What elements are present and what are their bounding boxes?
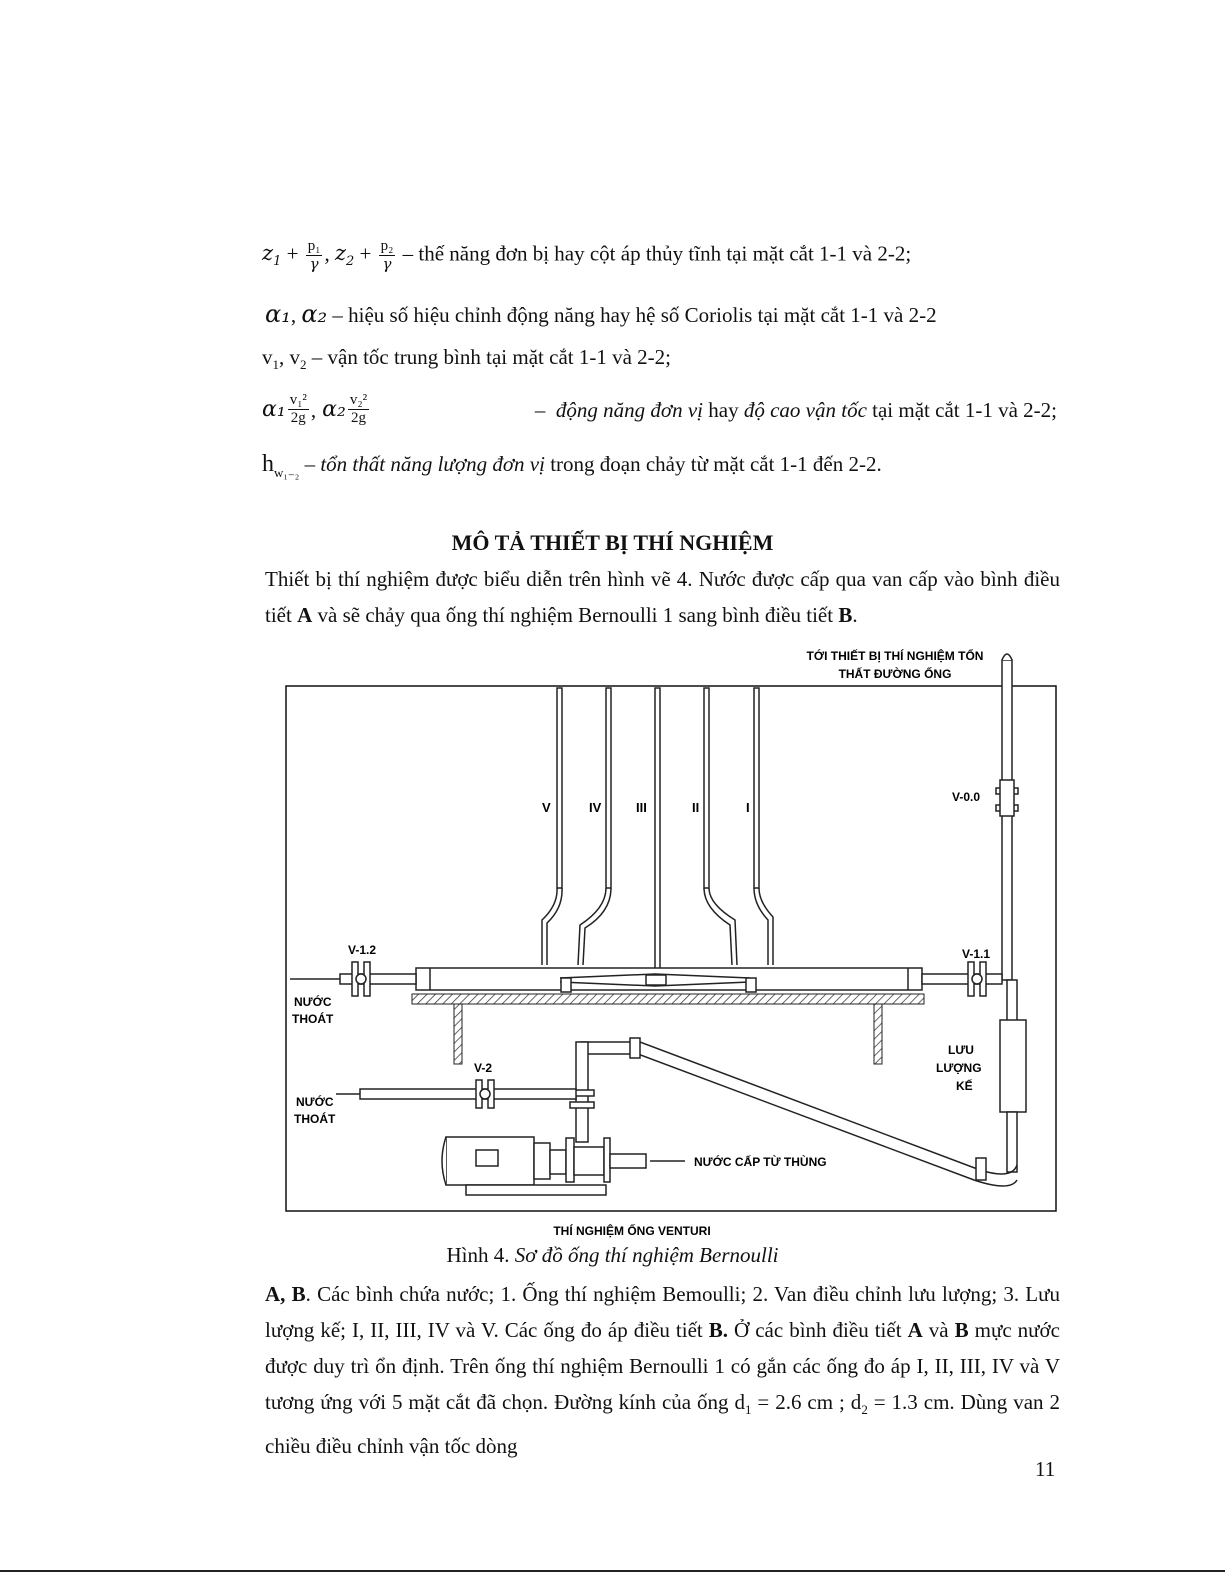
flowmeter-label-a: LƯU bbox=[948, 1043, 974, 1057]
head-loss-symbol: $h_{w_{1-2}}$ bbox=[262, 451, 300, 480]
valve-v00-label: V-0.0 bbox=[952, 790, 981, 804]
section-heading: MÔ TẢ THIẾT BỊ THÍ NGHIỆM bbox=[451, 530, 774, 555]
support-table bbox=[412, 994, 924, 1004]
supply-label: NƯỚC CẤP TỪ THÙNG bbox=[694, 1155, 827, 1169]
tube-label-I: I bbox=[746, 800, 750, 815]
drain-1-label-a: NƯỚC bbox=[294, 995, 332, 1009]
velocity-head-term: độ cao vận tốc bbox=[743, 397, 867, 422]
top-label-line-1: TỚI THIẾT BỊ THÍ NGHIỆM TỔN bbox=[806, 649, 984, 663]
top-label-line-2: THẤT ĐƯỜNG ỐNG bbox=[838, 667, 952, 681]
alpha1-symbol: α₁ bbox=[265, 300, 291, 328]
table-leg-left bbox=[454, 1004, 462, 1064]
valve-v12-label: V-1.2 bbox=[348, 943, 377, 957]
intro-paragraph: Thiết bị thí nghiệm được biểu diễn trên hình vẽ 4. Nước được cấp qua van cấp vào bình điều tiết A và sẽ chảy qua ống thí nghiệm Bernoulli 1 sang bình điều tiết B. bbox=[265, 567, 1060, 627]
piezometer-tubes bbox=[542, 688, 773, 978]
valve-v12 bbox=[352, 962, 370, 996]
flowmeter-label-c: KẾ bbox=[956, 1079, 973, 1093]
tube-label-II: II bbox=[692, 800, 700, 815]
definition-line-1-text: thế năng đơn bị hay cột áp thủy tĩnh tại mặt cắt 1-1 và 2-2; bbox=[418, 241, 912, 266]
definition-line-5: $h_{w_{1-2}}$ – tổn thất năng lượng đơn vị trong đoạn chảy từ mặt cắt 1-1 đến 2-2. bbox=[262, 451, 882, 480]
alpha1-term: α₁ bbox=[262, 396, 286, 422]
bernoulli-apparatus-diagram bbox=[280, 640, 1070, 1245]
definition-line-1: $z_1$ + $\frac{\text{p₁}}{\gamma}$ , $z_2$ + $\frac{\text{p₂}}{\gamma}$ – thế năng đơn bị hay cột áp thủy tĩnh tại mặt cắt 1-1 và 2-2; bbox=[262, 238, 912, 273]
tube-label-IV: IV bbox=[589, 800, 602, 815]
figure-caption: Hình 4. Sơ đồ ống thí nghiệm Bernoulli bbox=[446, 1243, 779, 1267]
valve-v2-label: V-2 bbox=[474, 1061, 493, 1075]
v2-squared-over-2g: $\frac{\text{v₂²}}{2g}$ bbox=[349, 392, 368, 426]
riser-pipe bbox=[996, 654, 1018, 980]
definition-line-2: α₁, α₂ – hiệu số hiệu chỉnh động năng hay hệ số Coriolis tại mặt cắt 1-1 và 2-2 bbox=[265, 300, 937, 328]
page-number: 11 bbox=[1035, 1457, 1056, 1481]
page-bottom-rule bbox=[0, 1570, 1225, 1572]
definition-line-4: α₁ $\frac{\text{v₁²}}{2g}$ , α₂ $\frac{\text{v₂²}}{2g}$ – động năng đơn vị hay độ cao vận tốc tại mặt cắt 1-1 và 2-2; bbox=[262, 392, 1057, 426]
pump-motor bbox=[442, 1137, 646, 1195]
alpha2-term: α₂ bbox=[322, 396, 346, 422]
v1-squared-over-2g: $\frac{\text{v₁²}}{2g}$ bbox=[289, 392, 307, 426]
drain-2-label-b: THOÁT bbox=[294, 1112, 336, 1126]
flowmeter-label-b: LƯỢNG bbox=[936, 1061, 982, 1075]
flowmeter bbox=[1000, 980, 1026, 1172]
definition-line-3-text: – vận tốc trung bình tại mặt cắt 1-1 và 2-2; bbox=[306, 345, 671, 369]
kinetic-energy-term: động năng đơn vị bbox=[555, 397, 704, 422]
definition-line-3: $v_1$, $v_2$ – vận tốc trung bình tại mặt cắt 1-1 và 2-2; bbox=[262, 345, 671, 373]
tube-label-V: V bbox=[542, 800, 551, 815]
legend-paragraph: A, B. Các bình chứa nước; 1. Ống thí nghiệm Bemoulli; 2. Van điều chỉnh lưu lượng; 3. Lưu lượng kế; I, II, III, IV và V. Các ống đo áp điều tiết B. Ở các bình điều tiết A và B mực nước được duy trì ổn định. Trên ống thí nghiệm Bernoulli 1 có gắn các ống đo áp I, II, III, IV và V tương ứng với 5 mặt cắt đã chọn. Đường kính của ống $d_1 = 2.6$ cm ; $d_2 = 1.3$ cm. Dùng van 2 chiều điều chỉnh vận tốc dòng bbox=[265, 1282, 1060, 1459]
valve-v11 bbox=[968, 962, 986, 996]
alpha2-symbol: α₂ bbox=[301, 300, 328, 328]
diagram-frame bbox=[286, 686, 1056, 1211]
z1-symbol: $z_1$ bbox=[262, 241, 282, 270]
drain-2-label-a: NƯỚC bbox=[296, 1095, 334, 1109]
test-pipe bbox=[340, 968, 1002, 992]
head-loss-term: tổn thất năng lượng đơn vị bbox=[320, 452, 545, 476]
valve-v11-label: V-1.1 bbox=[962, 947, 991, 961]
drain-1-label-b: THOÁT bbox=[292, 1012, 334, 1026]
table-leg-right bbox=[874, 1004, 882, 1064]
p2-over-gamma: $\frac{\text{p₂}}{\gamma}$ bbox=[380, 238, 394, 273]
tube-label-III: III bbox=[636, 800, 647, 815]
bottom-label: THÍ NGHIỆM ỐNG VENTURI bbox=[553, 1224, 711, 1238]
z2-symbol: $z_2$ bbox=[334, 241, 355, 270]
p1-over-gamma: $\frac{\text{p₁}}{\gamma}$ bbox=[307, 238, 321, 273]
drain-pipe-2 bbox=[360, 1080, 576, 1108]
definition-line-2-text: – hiệu số hiệu chỉnh động năng hay hệ số Coriolis tại mặt cắt 1-1 và 2-2 bbox=[332, 303, 937, 327]
